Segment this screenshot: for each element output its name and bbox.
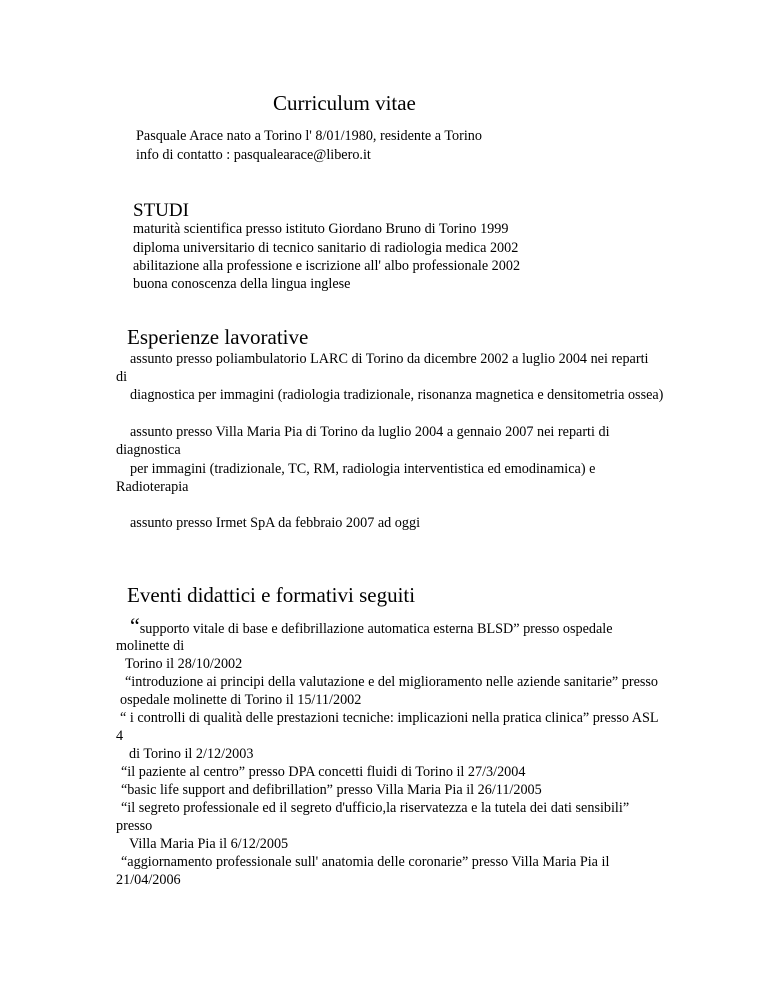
eventi-line: 21/04/2006 <box>116 872 181 888</box>
studi-line: abilitazione alla professione e iscrizione all' albo professionale 2002 <box>133 258 521 274</box>
eventi-line: presso <box>116 818 153 834</box>
esperienze-line: Radioterapia <box>116 479 189 495</box>
eventi-line: “il segreto professionale ed il segreto d'ufficio,la riservatezza e la tutela dei dati sensibili” <box>121 800 630 816</box>
page-title: Curriculum vitae <box>273 91 416 115</box>
esperienze-line: assunto presso Irmet SpA da febbraio 2007 ad oggi <box>130 515 421 531</box>
section-heading-studi: STUDI <box>133 200 189 221</box>
esperienze-line: diagnostica <box>116 442 181 458</box>
esperienze-line: assunto presso poliambulatorio LARC di Torino da dicembre 2002 a luglio 2004 nei reparti <box>130 351 649 367</box>
esperienze-line: di <box>116 369 128 385</box>
eventi-first-line <box>130 615 613 638</box>
contact-line: info di contatto : pasqualearace@libero.it <box>136 147 371 163</box>
header-line: Pasquale Arace nato a Torino l' 8/01/1980, residente a Torino <box>136 128 482 144</box>
eventi-line: “introduzione ai principi della valutazione e del miglioramento nelle aziende sanitarie” presso <box>125 674 659 690</box>
eventi-line: “il paziente al centro” presso DPA concetti fluidi di Torino il 27/3/2004 <box>121 764 526 780</box>
eventi-line: “ i controlli di qualità delle prestazioni tecniche: implicazioni nella pratica clinica” presso ASL <box>120 710 659 726</box>
section-heading-eventi: Eventi didattici e formativi seguiti <box>127 583 416 607</box>
eventi-line: Villa Maria Pia il 6/12/2005 <box>129 836 289 852</box>
esperienze-line: assunto presso Villa Maria Pia di Torino da luglio 2004 a gennaio 2007 nei reparti di <box>130 424 610 440</box>
eventi-line: Torino il 28/10/2002 <box>125 656 243 672</box>
eventi-line: di Torino il 2/12/2003 <box>129 746 254 762</box>
eventi-line: “aggiornamento professionale sull' anatomia delle coronarie” presso Villa Maria Pia il <box>121 854 610 870</box>
eventi-line: 4 <box>116 728 124 744</box>
eventi-line: ospedale molinette di Torino il 15/11/2002 <box>120 692 362 708</box>
eventi-line: “basic life support and defibrillation” presso Villa Maria Pia il 26/11/2005 <box>121 782 542 798</box>
section-heading-esperienze: Esperienze lavorative <box>127 325 309 349</box>
esperienze-line: diagnostica per immagini (radiologia tradizionale, risonanza magnetica e densitometria ossea) <box>130 387 664 403</box>
studi-line: maturità scientifica presso istituto Giordano Bruno di Torino 1999 <box>133 221 509 237</box>
esperienze-line: per immagini (tradizionale, TC, RM, radiologia interventistica ed emodinamica) e <box>130 461 596 477</box>
studi-line: diploma universitario di tecnico sanitario di radiologia medica 2002 <box>133 240 519 256</box>
studi-line: buona conoscenza della lingua inglese <box>133 276 351 292</box>
eventi-line: supporto vitale di base e defibrillazione automatica esterna BLSD” presso ospedale <box>139 621 613 637</box>
opening-quote: “ <box>130 613 140 638</box>
eventi-line: molinette di <box>116 638 185 654</box>
